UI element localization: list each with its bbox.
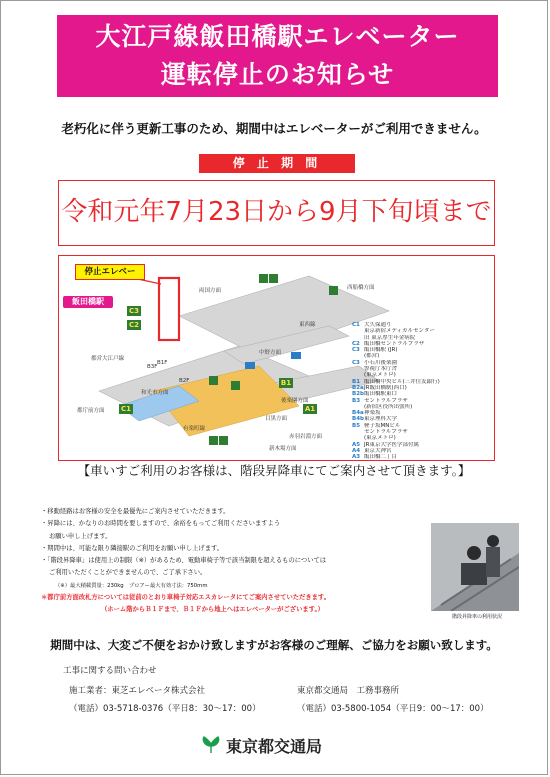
map-legend (352, 322, 492, 461)
legend-row: (東京メトロ) (364, 372, 396, 379)
legend-row: (新宿区役所出張所) (364, 403, 413, 410)
legend-row: 旧 東京厚生年金病院 (364, 334, 416, 341)
exit-badge-c2: C2 (128, 321, 139, 329)
map-label-akabane: 赤羽岩淵方面 (289, 434, 323, 440)
map-pictogram (329, 286, 338, 295)
stop-elevator-label: 停止エレベー (75, 264, 145, 280)
note-item-highlight: （ホーム階からＢ１Ｆまで、Ｂ１Ｆから地上へはエレベーターがございます。） (101, 606, 324, 614)
legend-row: A5 JR東京大学医学部付属 (352, 441, 419, 448)
note-item: （※）最大積載質量：230kg プロアー最大有効寸法：750mm (55, 582, 208, 589)
map-label-ariakecho: 有楽町線 (183, 426, 206, 432)
map-pictogram (269, 274, 278, 283)
map-label-oedo: 都営大江戸線 (91, 356, 125, 362)
map-label-meguro: 目黒方面 (265, 416, 288, 422)
photo-caption: 階段昇降車の利用状況 (451, 614, 502, 620)
map-label-nishifunabashi: 西船橋方面 (347, 285, 375, 291)
apology-message: 期間中は、大変ご不便をおかけ致しますがお客様のご理解、ご協力をお願い致します。 (50, 638, 498, 652)
period-value: 令和元年7月23日から9月下旬頃まで (58, 180, 495, 246)
note-item: ご利用いただくことができませんので、ご了承下さい。 (49, 569, 207, 577)
map-label-tochomae: 都庁前方面 (77, 408, 105, 414)
map-label-b2f: B2F (179, 378, 190, 384)
legend-row: B5 軽子坂MNビル (352, 422, 401, 429)
note-item: ・「階段昇降車」は使用上の制限（※）があるため、電動車椅子等で該当制限を超えるものについては (41, 557, 327, 565)
legend-row: 警視庁本庁舎 (364, 366, 398, 373)
map-label-nakano: 中野方面 (259, 350, 282, 356)
contact-contractor-phone: （電話）03-5718-0376（平日8：30～17：00） (69, 704, 261, 714)
note-item: お願い申し上げます。 (49, 532, 112, 540)
title-banner (57, 15, 498, 97)
map-label-b3f: B3F (147, 364, 158, 370)
map-pictogram (245, 362, 255, 369)
map-pictogram (291, 352, 301, 359)
map-pictogram (231, 381, 240, 390)
note-item: ・昇降には、かなりのお時間を要しますので、余裕をもってご利用くださいますよう (41, 520, 281, 528)
contact-heading: 工事に関する問い合わせ (63, 666, 157, 676)
map-label-b1f: B1F (157, 360, 168, 366)
station-map (58, 255, 495, 461)
ginkgo-leaf-icon (201, 735, 221, 755)
exit-badge-c3: C3 (128, 307, 139, 315)
contact-contractor: 施工業者：東芝エレベータ株式会社 (69, 686, 206, 696)
note-item: ・期間中は、可能な限り隣接駅のご利用をお願い申し上げます。 (41, 544, 224, 552)
legend-row: 東京新宿メディカルセンター (364, 328, 435, 335)
title-line-2: 運転停止のお知らせ (160, 60, 395, 89)
exit-badge-c1: C1 (120, 405, 131, 413)
map-label-ryogoku: 両国方面 (199, 288, 222, 294)
legend-row: C3 飯田橋駅 (JR) (352, 347, 398, 354)
map-pictogram (209, 436, 218, 445)
exit-badge-a1: A1 (304, 405, 316, 413)
legend-row: B4a神楽坂 (352, 410, 381, 417)
map-label-wakoshi: 和光市方面 (141, 390, 169, 396)
title-line-1: 大江戸線飯田橋駅エレベーター (95, 22, 460, 51)
legend-row: B2aJR飯田橋駅(西口) (352, 384, 407, 391)
contact-office-phone: （電話）03-5800-1054（平日9：00～17：00） (297, 704, 489, 714)
period-label: 停 止 期 間 (199, 154, 355, 173)
subtitle: 老朽化に伴う更新工事のため、期間中はエレベーターがご利用できません。 (61, 121, 487, 136)
legend-row: B4b東京理科大学 (352, 416, 398, 423)
exit-badge-b1: B1 (280, 379, 292, 387)
map-label-tozai: 東西線 (299, 322, 316, 328)
legend-row: セントラルプラザ (364, 429, 408, 436)
legend-row: B1 飯田橋中央ビル(三井住友銀行) (352, 378, 440, 385)
wheelchair-note: 【車いすご利用のお客様は、階段昇降車にてご案内させて頂きます。】 (77, 463, 471, 478)
legend-row: (都営) (364, 353, 380, 360)
legend-row: B2b飯田橋駅東口 (352, 391, 398, 398)
map-label-korakuen: 後楽園方面 (281, 398, 309, 404)
map-pictogram (209, 376, 218, 385)
legend-row: A4 東京大神宮 (352, 447, 392, 454)
legend-row: C1 大久保通り (352, 322, 392, 328)
map-pictogram (219, 436, 228, 445)
legend-row: A3 飯田橋二丁目 (352, 454, 398, 461)
legend-row: C2 飯田橋セントラルプラザ (352, 340, 425, 347)
legend-row: (東京メトロ) (364, 435, 396, 442)
stopped-elevator-marker (159, 278, 179, 340)
legend-row: B3 セントラルプラザ (352, 397, 408, 404)
contact-office: 東京都交通局 工務事務所 (297, 686, 400, 696)
legend-row: C3 小石川後楽園 (352, 359, 398, 366)
note-item-highlight: ＊都庁前方面改札方については従前のとおり車椅子対応エスカレータにてご案内させていただきます。 (41, 594, 331, 602)
bureau-logo (201, 734, 322, 756)
map-pictogram (259, 274, 268, 283)
notes-list (41, 506, 436, 617)
bureau-name: 東京都交通局 (226, 736, 323, 756)
station-name-tag: 飯田橋駅 (63, 296, 113, 308)
note-item: ・移動経路はお客様の安全を最優先にご案内させていただきます。 (41, 508, 230, 515)
map-label-shinkiba: 新木場方面 (269, 446, 297, 452)
stair-climber-photo (431, 523, 519, 611)
